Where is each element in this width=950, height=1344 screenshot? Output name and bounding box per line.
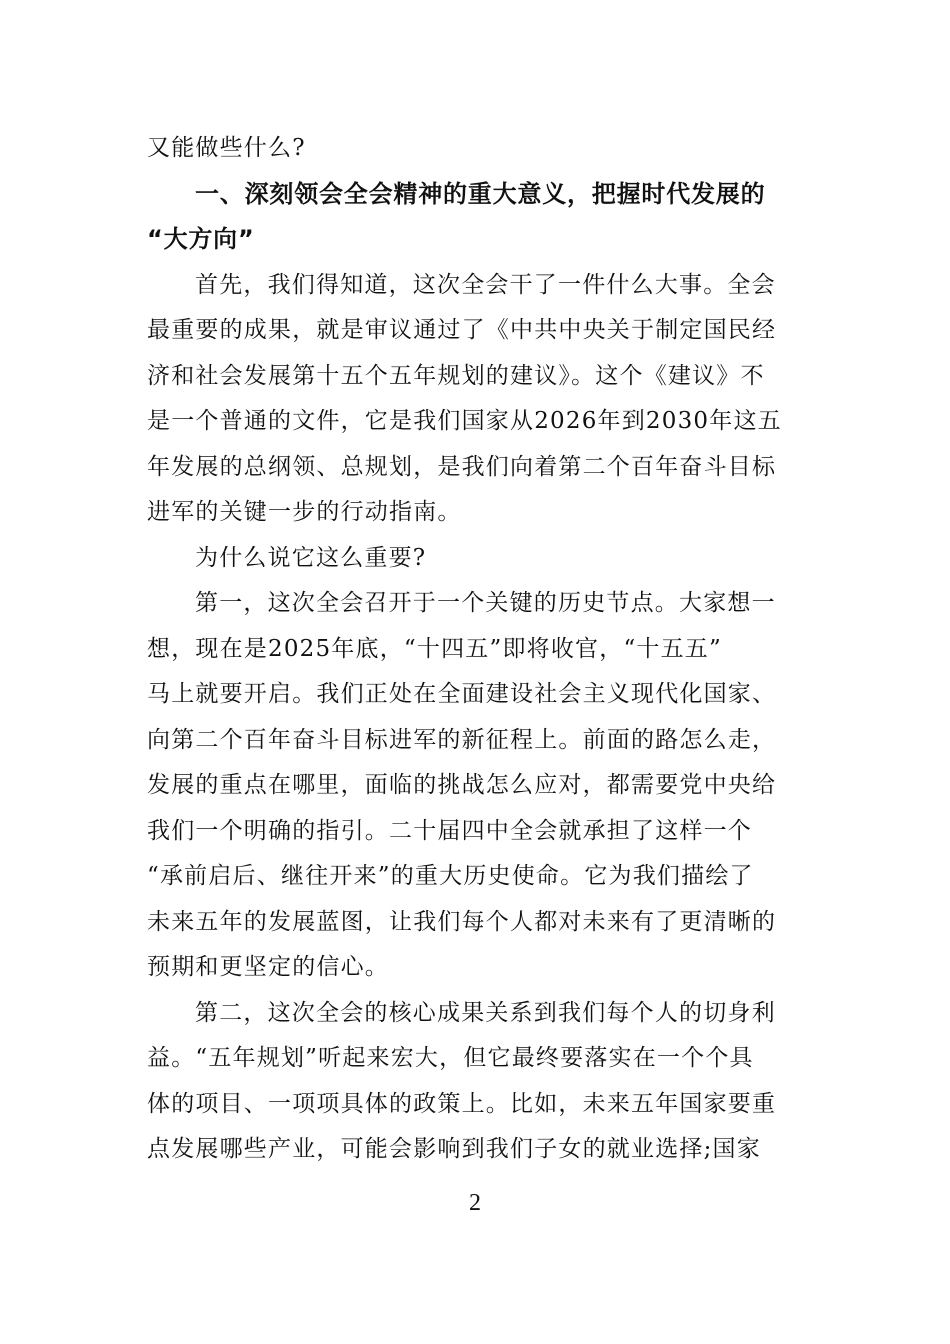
paragraph-line: 济和社会发展第十五个五年规划的建议》。这个《建议》不: [147, 362, 765, 389]
paragraph-line: 第二，这次全会的核心成果关系到我们每个人的切身利: [195, 999, 776, 1026]
document-body: [147, 126, 805, 1173]
paragraph-line: 向第二个百年奋斗目标进军的新征程上。前面的路怎么走，: [147, 726, 777, 753]
section-heading-line: “大方向”: [147, 225, 255, 253]
paragraph-line: 体的项目、一项项具体的政策上。比如，未来五年国家要重: [147, 1090, 777, 1117]
paragraph-line: “承前启后、继往开来”的重大历史使命。它为我们描绘了: [147, 863, 754, 889]
paragraph-line: 是一个普通的文件，它是我们国家从2026年到2030年这五: [147, 408, 782, 434]
paragraph-line: 未来五年的发展蓝图，让我们每个人都对未来有了更清晰的: [147, 908, 777, 935]
paragraph-line: 第一，这次全会召开于一个关键的历史节点。大家想一: [195, 590, 776, 616]
paragraph-line: 最重要的成果，就是审议通过了《中共中央关于制定国民经: [147, 317, 777, 343]
paragraph-line: 想，现在是2025年底，“十四五”即将收官，“十五五”: [147, 635, 722, 662]
paragraph-line: 发展的重点在哪里，面临的挑战怎么应对，都需要党中央给: [147, 772, 777, 798]
paragraph-line: 点发展哪些产业，可能会影响到我们子女的就业选择;国家: [147, 1136, 761, 1162]
page-number: 2: [469, 1190, 481, 1216]
paragraph-line: 又能做些什么?: [147, 135, 306, 161]
paragraph-line: 年发展的总纲领、总规划，是我们向着第二个百年奋斗目标: [147, 453, 777, 480]
paragraph-line: 首先，我们得知道，这次全会干了一件什么大事。全会: [195, 271, 776, 298]
paragraph-line: 我们一个明确的指引。二十届四中全会就承担了这样一个: [147, 817, 752, 844]
paragraph-line: 马上就要开启。我们正处在全面建设社会主义现代化国家、: [147, 681, 777, 707]
paragraph-line: 进军的关键一步的行动指南。: [147, 499, 462, 525]
paragraph-line: 益。“五年规划”听起来宏大，但它最终要落实在一个个具: [147, 1045, 754, 1071]
section-heading-line: 一、深刻领会全会精神的重大意义，把握时代发展的: [195, 179, 766, 208]
paragraph-line: 为什么说它这么重要?: [195, 544, 427, 571]
paragraph-line: 预期和更坚定的信心。: [147, 954, 389, 980]
